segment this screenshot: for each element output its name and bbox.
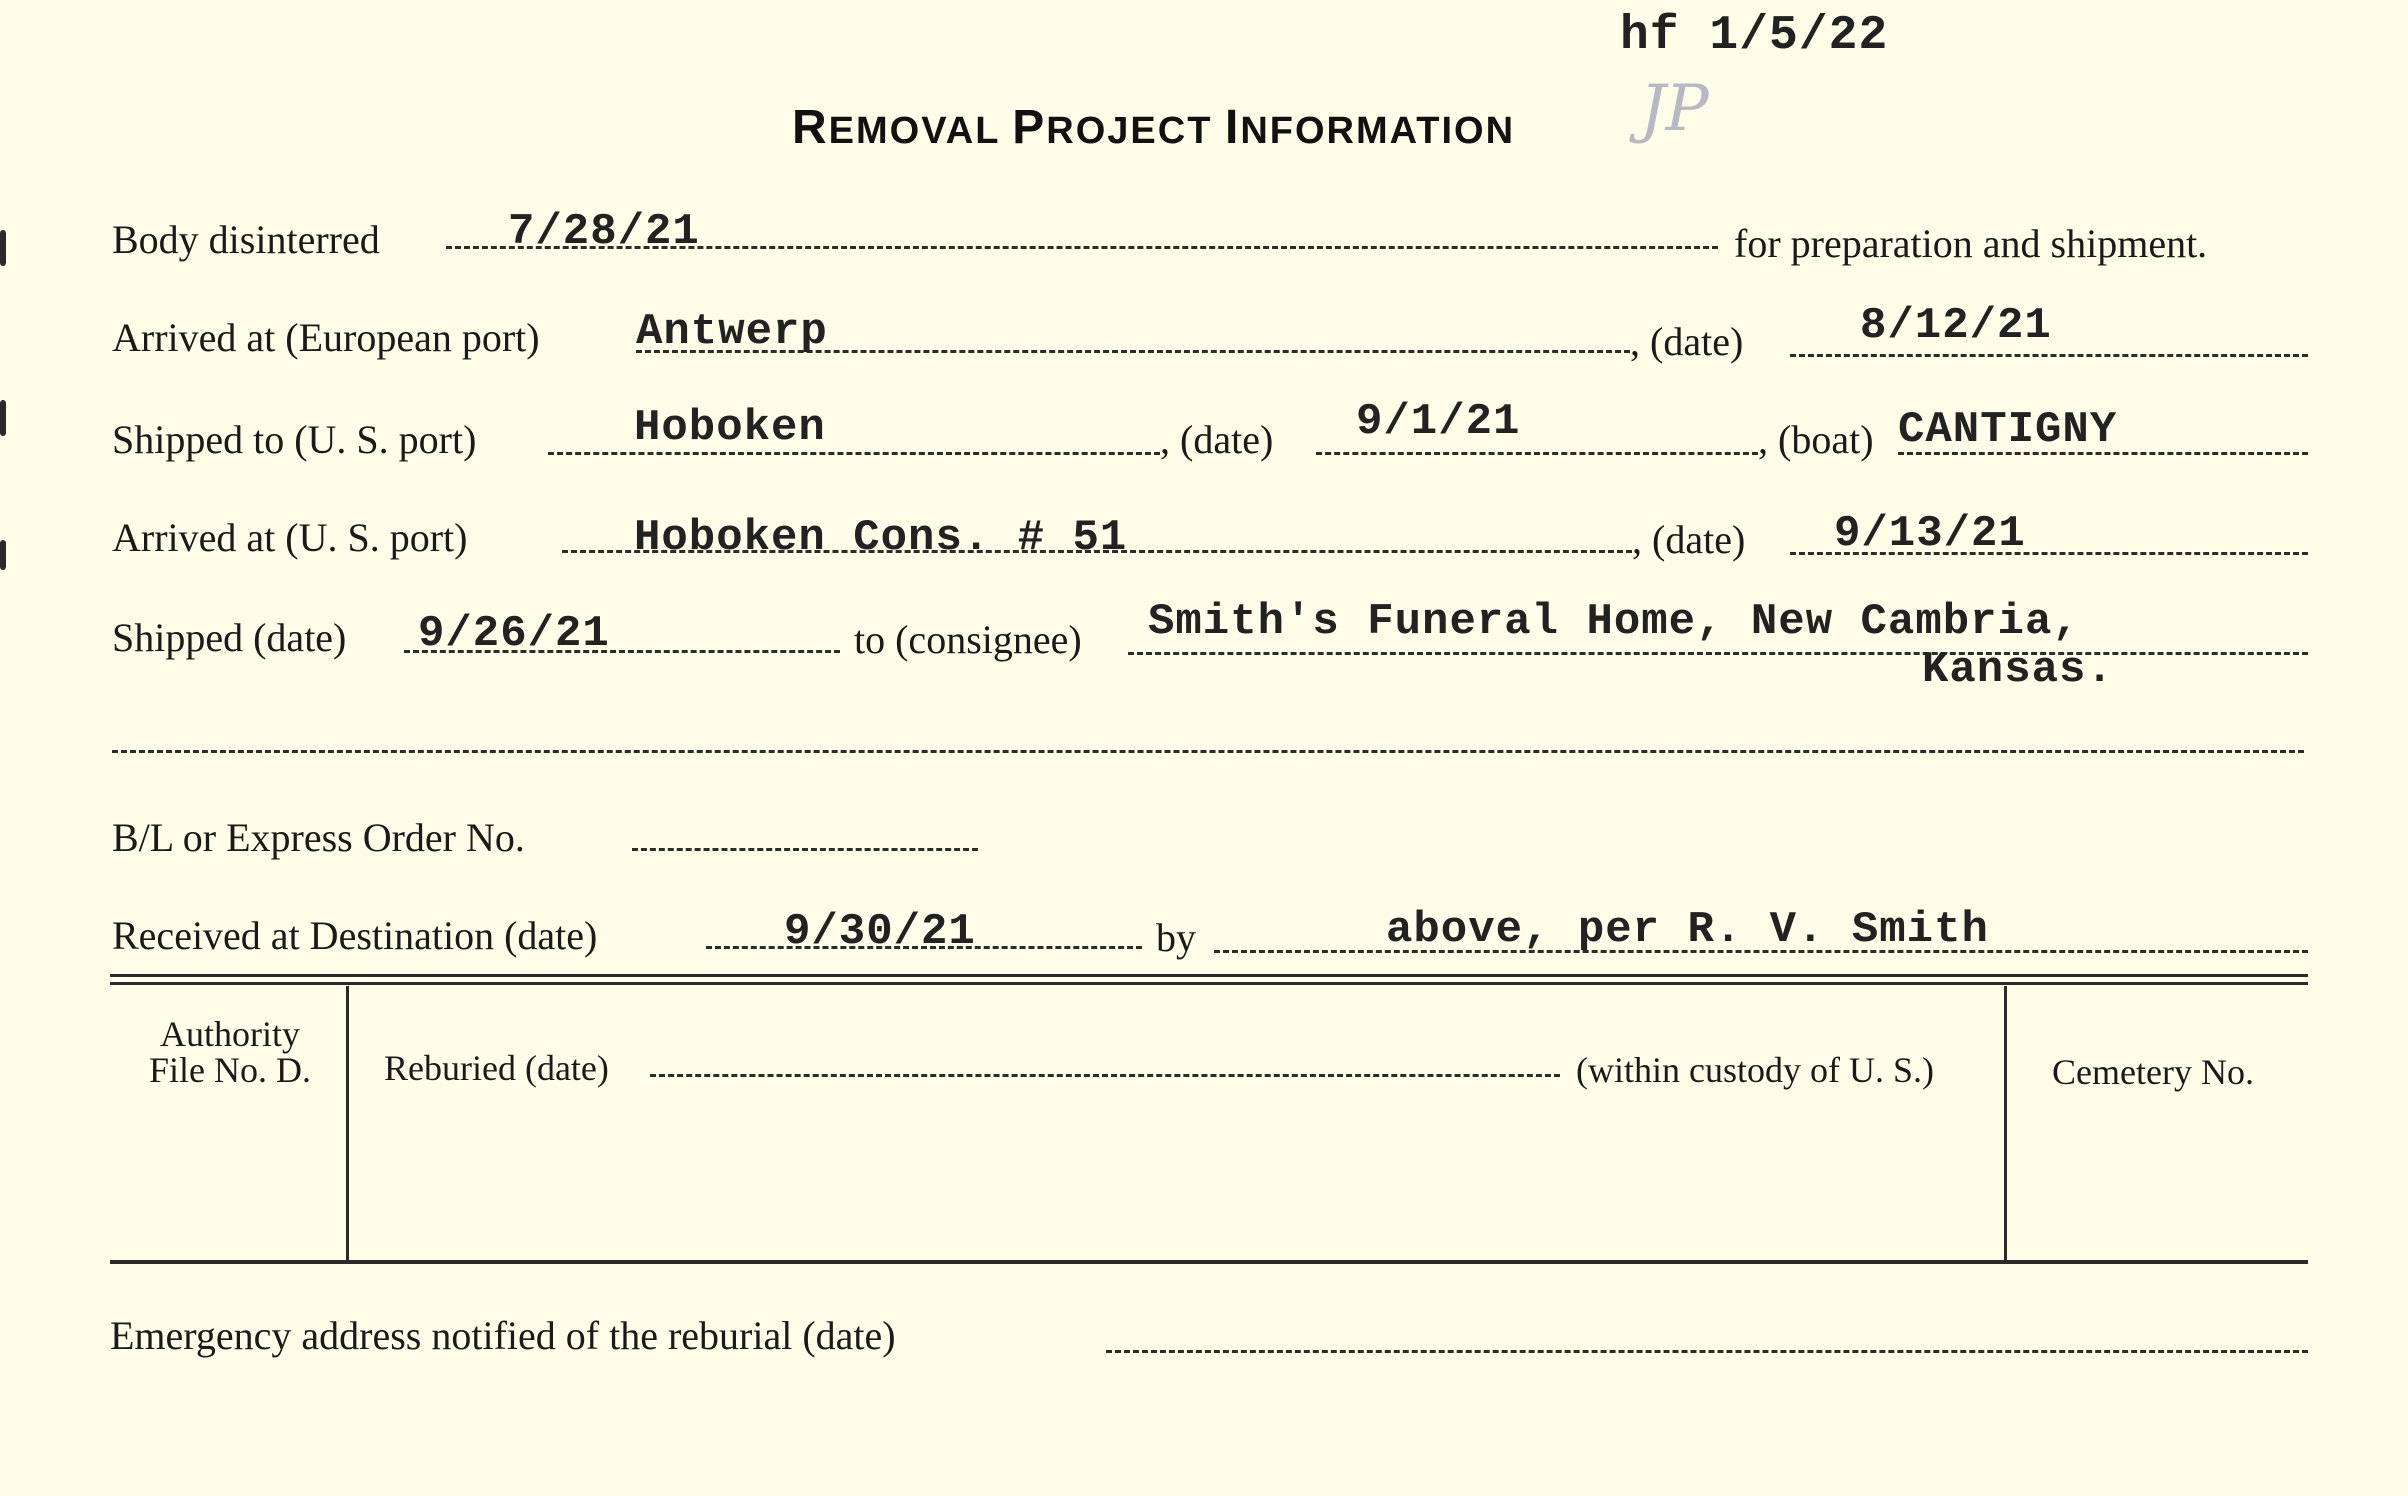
title-letter: R (792, 101, 829, 154)
consignee-field-line (1128, 652, 2308, 655)
custody-label: (within custody of U. S.) (1576, 1050, 1934, 1090)
eu-date-field-line (1790, 354, 2308, 357)
shipped-date-label: Shipped (date) (112, 615, 347, 660)
bl-order-label: B/L or Express Order No. (112, 815, 525, 860)
title-letter: P (1012, 101, 1047, 154)
us-shipped-date-field-line (1316, 452, 1758, 455)
eu-port-value: Antwerp (636, 307, 828, 357)
disinterred-suffix: for preparation and shipment. (1734, 221, 2208, 266)
disinterred-label: Body disinterred (112, 217, 380, 262)
edge-mark (0, 400, 6, 436)
consignee-label: to (consignee) (854, 617, 1082, 662)
bl-order-field-line (632, 848, 978, 851)
emergency-label: Emergency address notified of the reburial (date) (110, 1313, 896, 1358)
title-word: ROJECT (1046, 110, 1225, 152)
table-top-rule-double (110, 982, 2308, 985)
handwritten-annotation: hf 1/5/22 (1620, 9, 1889, 63)
authority-label: Authority (160, 1014, 300, 1054)
received-date-value: 9/30/21 (784, 907, 976, 957)
page-title (792, 101, 1516, 154)
received-by-value: above, per R. V. Smith (1386, 905, 1989, 955)
initials-mark: JP (1640, 72, 1709, 146)
us-shipped-date-value: 9/1/21 (1356, 397, 1521, 447)
eu-date-value: 8/12/21 (1860, 301, 2052, 351)
received-by-label: by (1156, 915, 1196, 960)
us-port-value: Hoboken (634, 403, 826, 453)
title-word: NFORMATION (1240, 110, 1516, 152)
boat-value: CANTIGNY (1898, 405, 2118, 455)
reburied-field-line (650, 1074, 1560, 1077)
received-label: Received at Destination (date) (112, 913, 598, 958)
table-column-divider (346, 986, 349, 1260)
consignee-continuation-line (112, 750, 2304, 753)
cemetery-no-label: Cemetery No. (2052, 1052, 2254, 1092)
eu-date-label: , (date) (1630, 319, 1744, 364)
table-bottom-rule (110, 1260, 2308, 1264)
edge-mark (0, 230, 6, 266)
table-top-rule (110, 974, 2308, 977)
us-shipped-date-label: , (date) (1160, 417, 1274, 462)
us-arrival-label: Arrived at (U. S. port) (112, 515, 468, 560)
edge-mark (0, 540, 6, 570)
eu-arrival-label: Arrived at (European port) (112, 315, 540, 360)
disinterred-date-value: 7/28/21 (508, 207, 700, 257)
consignee-value-line2: Kansas. (1922, 645, 2114, 695)
consignee-value-line1: Smith's Funeral Home, New Cambria, (1148, 597, 2080, 647)
shipped-date-value: 9/26/21 (418, 609, 610, 659)
file-no-label: File No. D. (149, 1050, 311, 1090)
title-letter: I (1225, 101, 1241, 154)
title-word: EMOVAL (828, 110, 1013, 152)
emergency-field-line (1106, 1350, 2308, 1353)
us-arrival-port-value: Hoboken Cons. # 51 (634, 513, 1128, 563)
table-column-divider (2004, 986, 2007, 1260)
boat-label: , (boat) (1758, 417, 1874, 462)
us-arrival-date-value: 9/13/21 (1834, 509, 2026, 559)
reburied-label: Reburied (date) (384, 1048, 609, 1088)
us-shipped-label: Shipped to (U. S. port) (112, 417, 477, 462)
us-arrival-date-label: , (date) (1632, 517, 1746, 562)
